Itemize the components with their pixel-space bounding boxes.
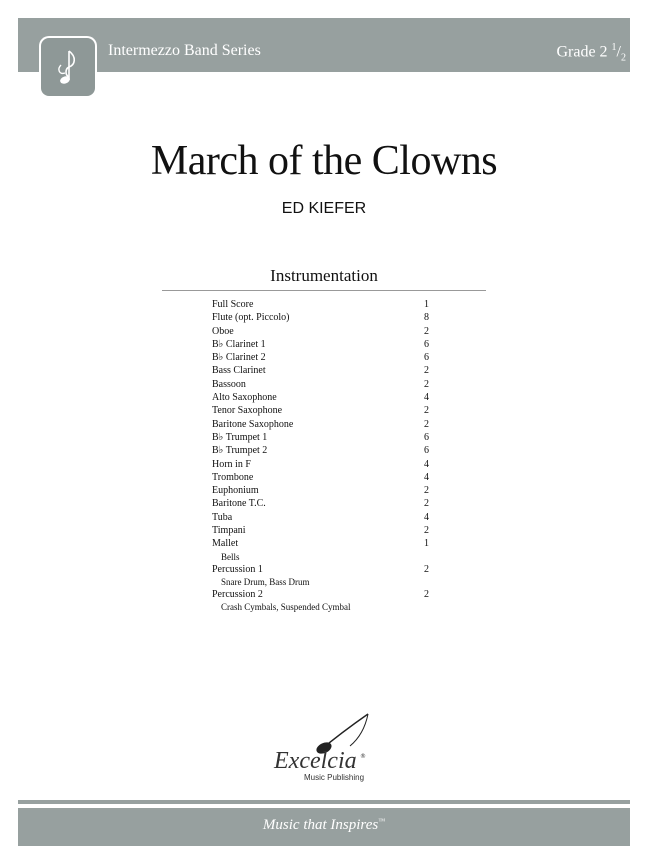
instrument-part-count: 1 xyxy=(424,299,429,310)
instrument-name: Tenor Saxophone xyxy=(212,405,283,417)
series-logo xyxy=(41,38,95,96)
instrument-part-count: 6 xyxy=(424,431,429,443)
instrument-row xyxy=(212,404,436,417)
instrument-row xyxy=(212,391,436,404)
instrument-detail: Snare Drum, Bass Drum xyxy=(221,576,310,587)
instrumentation-heading: Instrumentation xyxy=(270,266,378,285)
composer-name: ED KIEFER xyxy=(281,200,367,217)
instrument-row xyxy=(212,484,436,497)
instrument-part-count: 1 xyxy=(424,538,429,550)
instrument-name: B♭ Trumpet 1 xyxy=(212,431,268,443)
instrument-name: Tuba xyxy=(212,511,233,523)
instrument-row xyxy=(212,563,436,576)
instrument-name: Timpani xyxy=(212,525,246,537)
grade-fraction-numerator: 1 xyxy=(611,42,617,53)
instrument-name: Baritone Saxophone xyxy=(212,418,294,430)
instrument-part-count: 2 xyxy=(424,418,429,430)
instrument-part-count: 2 xyxy=(424,378,429,390)
instrument-part-count: 2 xyxy=(424,365,429,377)
instrument-part-count: 8 xyxy=(424,312,429,324)
instrument-row xyxy=(212,325,436,338)
instrument-part-count: 4 xyxy=(424,458,429,470)
instrument-row xyxy=(212,311,436,324)
instrument-part-count: 2 xyxy=(424,405,429,417)
publisher-name: Excelcia xyxy=(274,748,357,774)
music-note-logo-icon xyxy=(53,47,83,87)
instrument-part-count: 4 xyxy=(424,511,429,523)
instrument-name: Oboe xyxy=(212,325,234,337)
footer-divider xyxy=(18,800,630,804)
instrument-part-count: 6 xyxy=(424,352,429,364)
instrument-name: Bass Clarinet xyxy=(212,365,266,377)
instrument-part-count: 2 xyxy=(424,588,429,600)
instrument-name: Mallet xyxy=(212,538,239,550)
instrument-row xyxy=(212,524,436,537)
instrument-part-count: 2 xyxy=(424,485,429,497)
instrument-row xyxy=(212,338,436,351)
instrument-row xyxy=(212,458,436,471)
instrument-row xyxy=(212,431,436,444)
tagline-trademark: ™ xyxy=(378,817,386,825)
instrument-row xyxy=(212,588,436,601)
grade-fraction-denominator: 2 xyxy=(621,52,626,64)
instrument-name: B♭ Clarinet 1 xyxy=(212,338,266,350)
publisher-logo xyxy=(270,712,380,784)
instrument-part-count: 6 xyxy=(424,445,429,457)
footer-tagline xyxy=(0,817,648,834)
instrument-row xyxy=(212,378,436,391)
instrument-name: Trombone xyxy=(212,471,254,483)
instrument-row xyxy=(212,351,436,364)
instrument-row xyxy=(212,471,436,484)
instrument-detail: Bells xyxy=(221,551,240,562)
instrument-name: Horn in F xyxy=(212,458,251,470)
instrumentation-divider xyxy=(162,290,486,291)
instrument-part-count: 4 xyxy=(424,392,429,404)
instrument-name: Percussion 1 xyxy=(212,563,263,575)
instrument-name: Baritone T.C. xyxy=(212,498,266,510)
instrument-name: B♭ Trumpet 2 xyxy=(212,445,268,457)
instrument-name: Full Score xyxy=(212,299,254,310)
publisher-subtitle: Music Publishing xyxy=(304,773,365,782)
grade-label: Grade 2 xyxy=(556,43,608,61)
instrument-name: Euphonium xyxy=(212,485,259,497)
instrument-row xyxy=(212,418,436,431)
instrument-part-count: 2 xyxy=(424,325,429,337)
piece-title: March of the Clowns xyxy=(150,138,498,184)
instrument-row xyxy=(212,298,436,311)
instrument-name: Flute (opt. Piccolo) xyxy=(212,312,290,324)
instrument-row xyxy=(212,511,436,524)
instrument-row xyxy=(212,364,436,377)
series-name: Intermezzo Band Series xyxy=(108,42,261,59)
instrument-name: Bassoon xyxy=(212,378,246,390)
instrument-row xyxy=(212,537,436,550)
instrumentation-list xyxy=(212,298,436,613)
instrument-part-count: 4 xyxy=(424,471,429,483)
instrument-part-count: 2 xyxy=(424,525,429,537)
instrument-part-count: 2 xyxy=(424,498,429,510)
grade-level: Grade 2 $^1/_2$ xyxy=(556,42,626,64)
publisher-trademark: ® xyxy=(360,753,366,760)
instrument-name: Alto Saxophone xyxy=(212,392,277,404)
instrument-row xyxy=(212,497,436,510)
instrument-detail: Crash Cymbals, Suspended Cymbal xyxy=(221,602,351,613)
tagline-text: Music that Inspires xyxy=(262,817,379,833)
instrument-part-count: 6 xyxy=(424,338,429,350)
instrument-name: Percussion 2 xyxy=(212,588,263,600)
instrument-name: B♭ Clarinet 2 xyxy=(212,352,266,364)
instrument-row xyxy=(212,444,436,457)
instrument-part-count: 2 xyxy=(424,563,429,575)
